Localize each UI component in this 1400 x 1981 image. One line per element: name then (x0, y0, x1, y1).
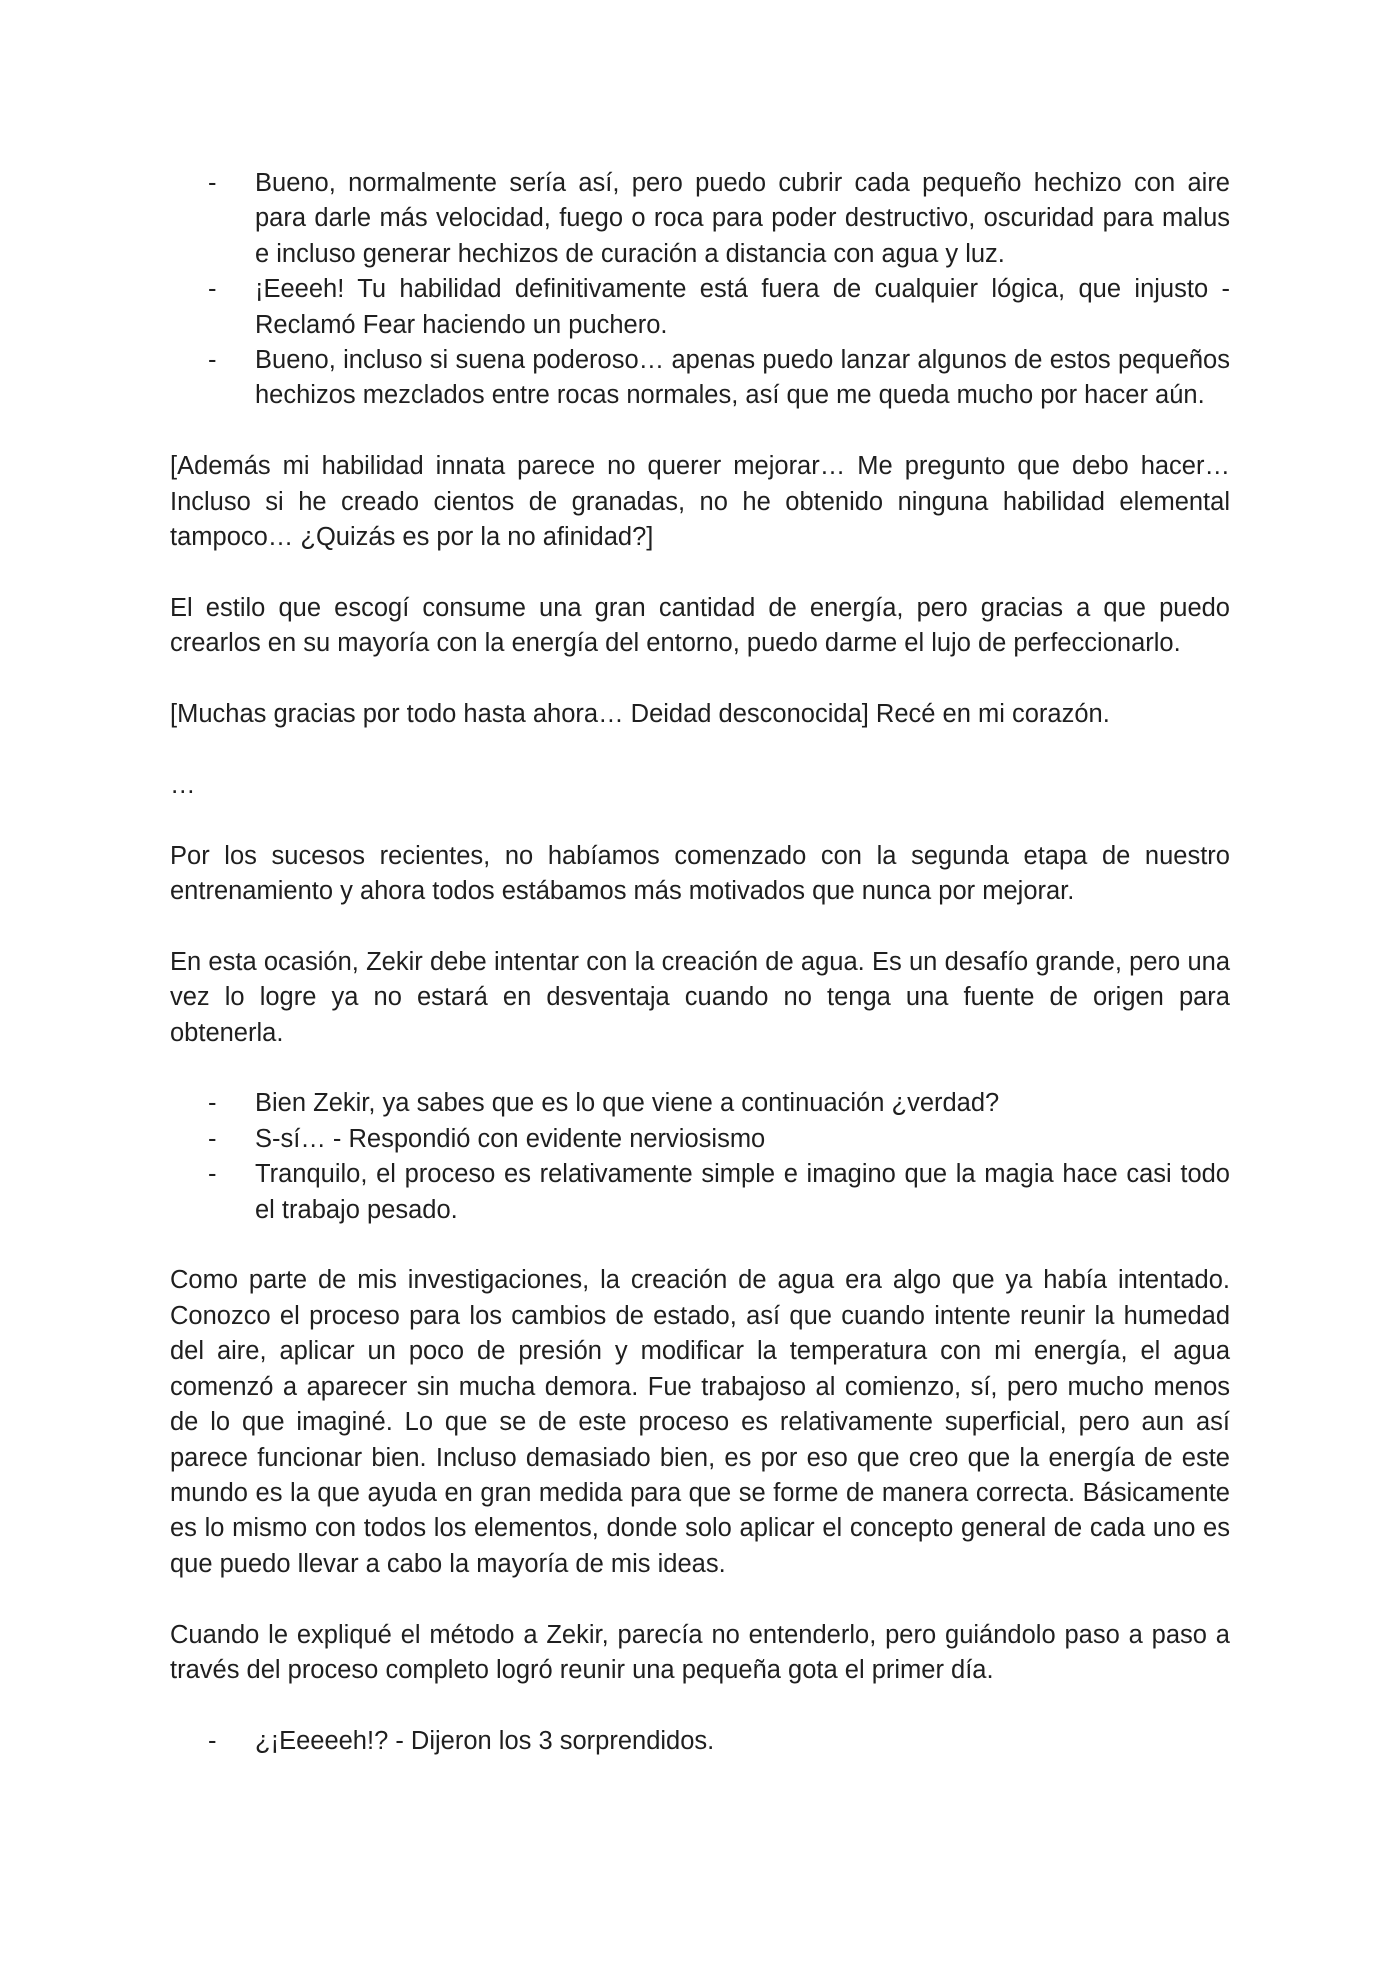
scene-separator: … (170, 770, 196, 799)
dialogue-text: ¡Eeeeh! Tu habilidad definitivamente está fuera de cualquier lógica, que injusto - Reclamó Fear haciendo un puchero. (255, 275, 1230, 339)
dash-bullet: - (208, 169, 217, 197)
dialogue-line (170, 1086, 1230, 1121)
paragraph: Como parte de mis investigaciones, la creación de agua era algo que ya había intentado. Conozco el proceso para los cambios de estado, así que cuando intente reunir la humedad del aire, aplicar un poco de presión y modificar la temperatura con mi energía, el agua comenzó a aparecer sin mucha demora. Fue trabajoso al comienzo, sí, pero mucho menos de lo que imaginé. Lo que se de este proceso es relativamente superficial, pero aun así parece funcionar bien. Incluso demasiado bien, es por eso que creo que la energía de este mundo es la que ayuda en gran medida para que se forme de manera correcta. Básicamente es lo mismo con todos los elementos, donde solo aplicar el concepto general de cada uno es que puedo llevar a cabo la mayoría de mis ideas. (170, 1266, 1230, 1578)
dialogue-line (170, 272, 1230, 343)
dialogue-line (170, 166, 1230, 272)
dialogue-line (170, 343, 1230, 414)
dash-bullet: - (208, 1160, 217, 1189)
dialogue-text: Bueno, incluso si suena poderoso… apenas puedo lanzar algunos de estos pequeños hechizos mezclados entre rocas normales, así que me queda mucho por hacer aún. (255, 346, 1230, 410)
dialogue-list-2 (170, 1086, 1230, 1228)
dialogue-list-1 (170, 166, 1230, 414)
dialogue-line (170, 1724, 1230, 1759)
paragraph: El estilo que escogí consume una gran cantidad de energía, pero gracias a que puedo crearlos en su mayoría con la energía del entorno, puedo darme el lujo de perfeccionarlo. (170, 593, 1230, 658)
dash-bullet: - (208, 275, 217, 304)
dialogue-text: ¿¡Eeeeeh!? - Dijeron los 3 sorprendidos. (255, 1726, 715, 1755)
document-page (170, 166, 1230, 1759)
dash-bullet: - (208, 346, 217, 375)
paragraph: En esta ocasión, Zekir debe intentar con la creación de agua. Es un desafío grande, pero una vez lo logre ya no estará en desventaja cuando no tenga una fuente de origen para obtenerla. (170, 947, 1230, 1047)
dash-bullet: - (208, 1124, 217, 1153)
dash-bullet: - (208, 1726, 217, 1755)
dialogue-text: Bueno, normalmente sería así, pero puedo cubrir cada pequeño hechizo con aire para darle más velocidad, fuego o roca para poder destructivo, oscuridad para malus e incluso generar hechizos de curación a distancia con agua y luz. (255, 169, 1230, 268)
dash-bullet: - (208, 1089, 217, 1118)
dialogue-text: S-sí… - Respondió con evidente nerviosismo (255, 1124, 766, 1153)
paragraph: [Muchas gracias por todo hasta ahora… Deidad desconocida] Recé en mi corazón. (170, 700, 1110, 729)
dialogue-list-3 (170, 1724, 1230, 1759)
dialogue-text: Bien Zekir, ya sabes que es lo que viene a continuación ¿verdad? (255, 1089, 1000, 1118)
paragraph: Cuando le expliqué el método a Zekir, parecía no entenderlo, pero guiándolo paso a paso a través del proceso completo logró reunir una pequeña gota el primer día. (170, 1620, 1230, 1684)
paragraph: [Además mi habilidad innata parece no querer mejorar… Me pregunto que debo hacer… Incluso si he creado cientos de granadas, no he obtenido ninguna habilidad elemental tampoco… ¿Quizás es por la no afinidad?] (170, 452, 1230, 552)
dialogue-text: Tranquilo, el proceso es relativamente simple e imagino que la magia hace casi todo el trabajo pesado. (255, 1160, 1230, 1224)
dialogue-line (170, 1157, 1230, 1228)
dialogue-line (170, 1122, 1230, 1157)
paragraph: Por los sucesos recientes, no habíamos comenzado con la segunda etapa de nuestro entrenamiento y ahora todos estábamos más motivados que nunca por mejorar. (170, 841, 1230, 906)
